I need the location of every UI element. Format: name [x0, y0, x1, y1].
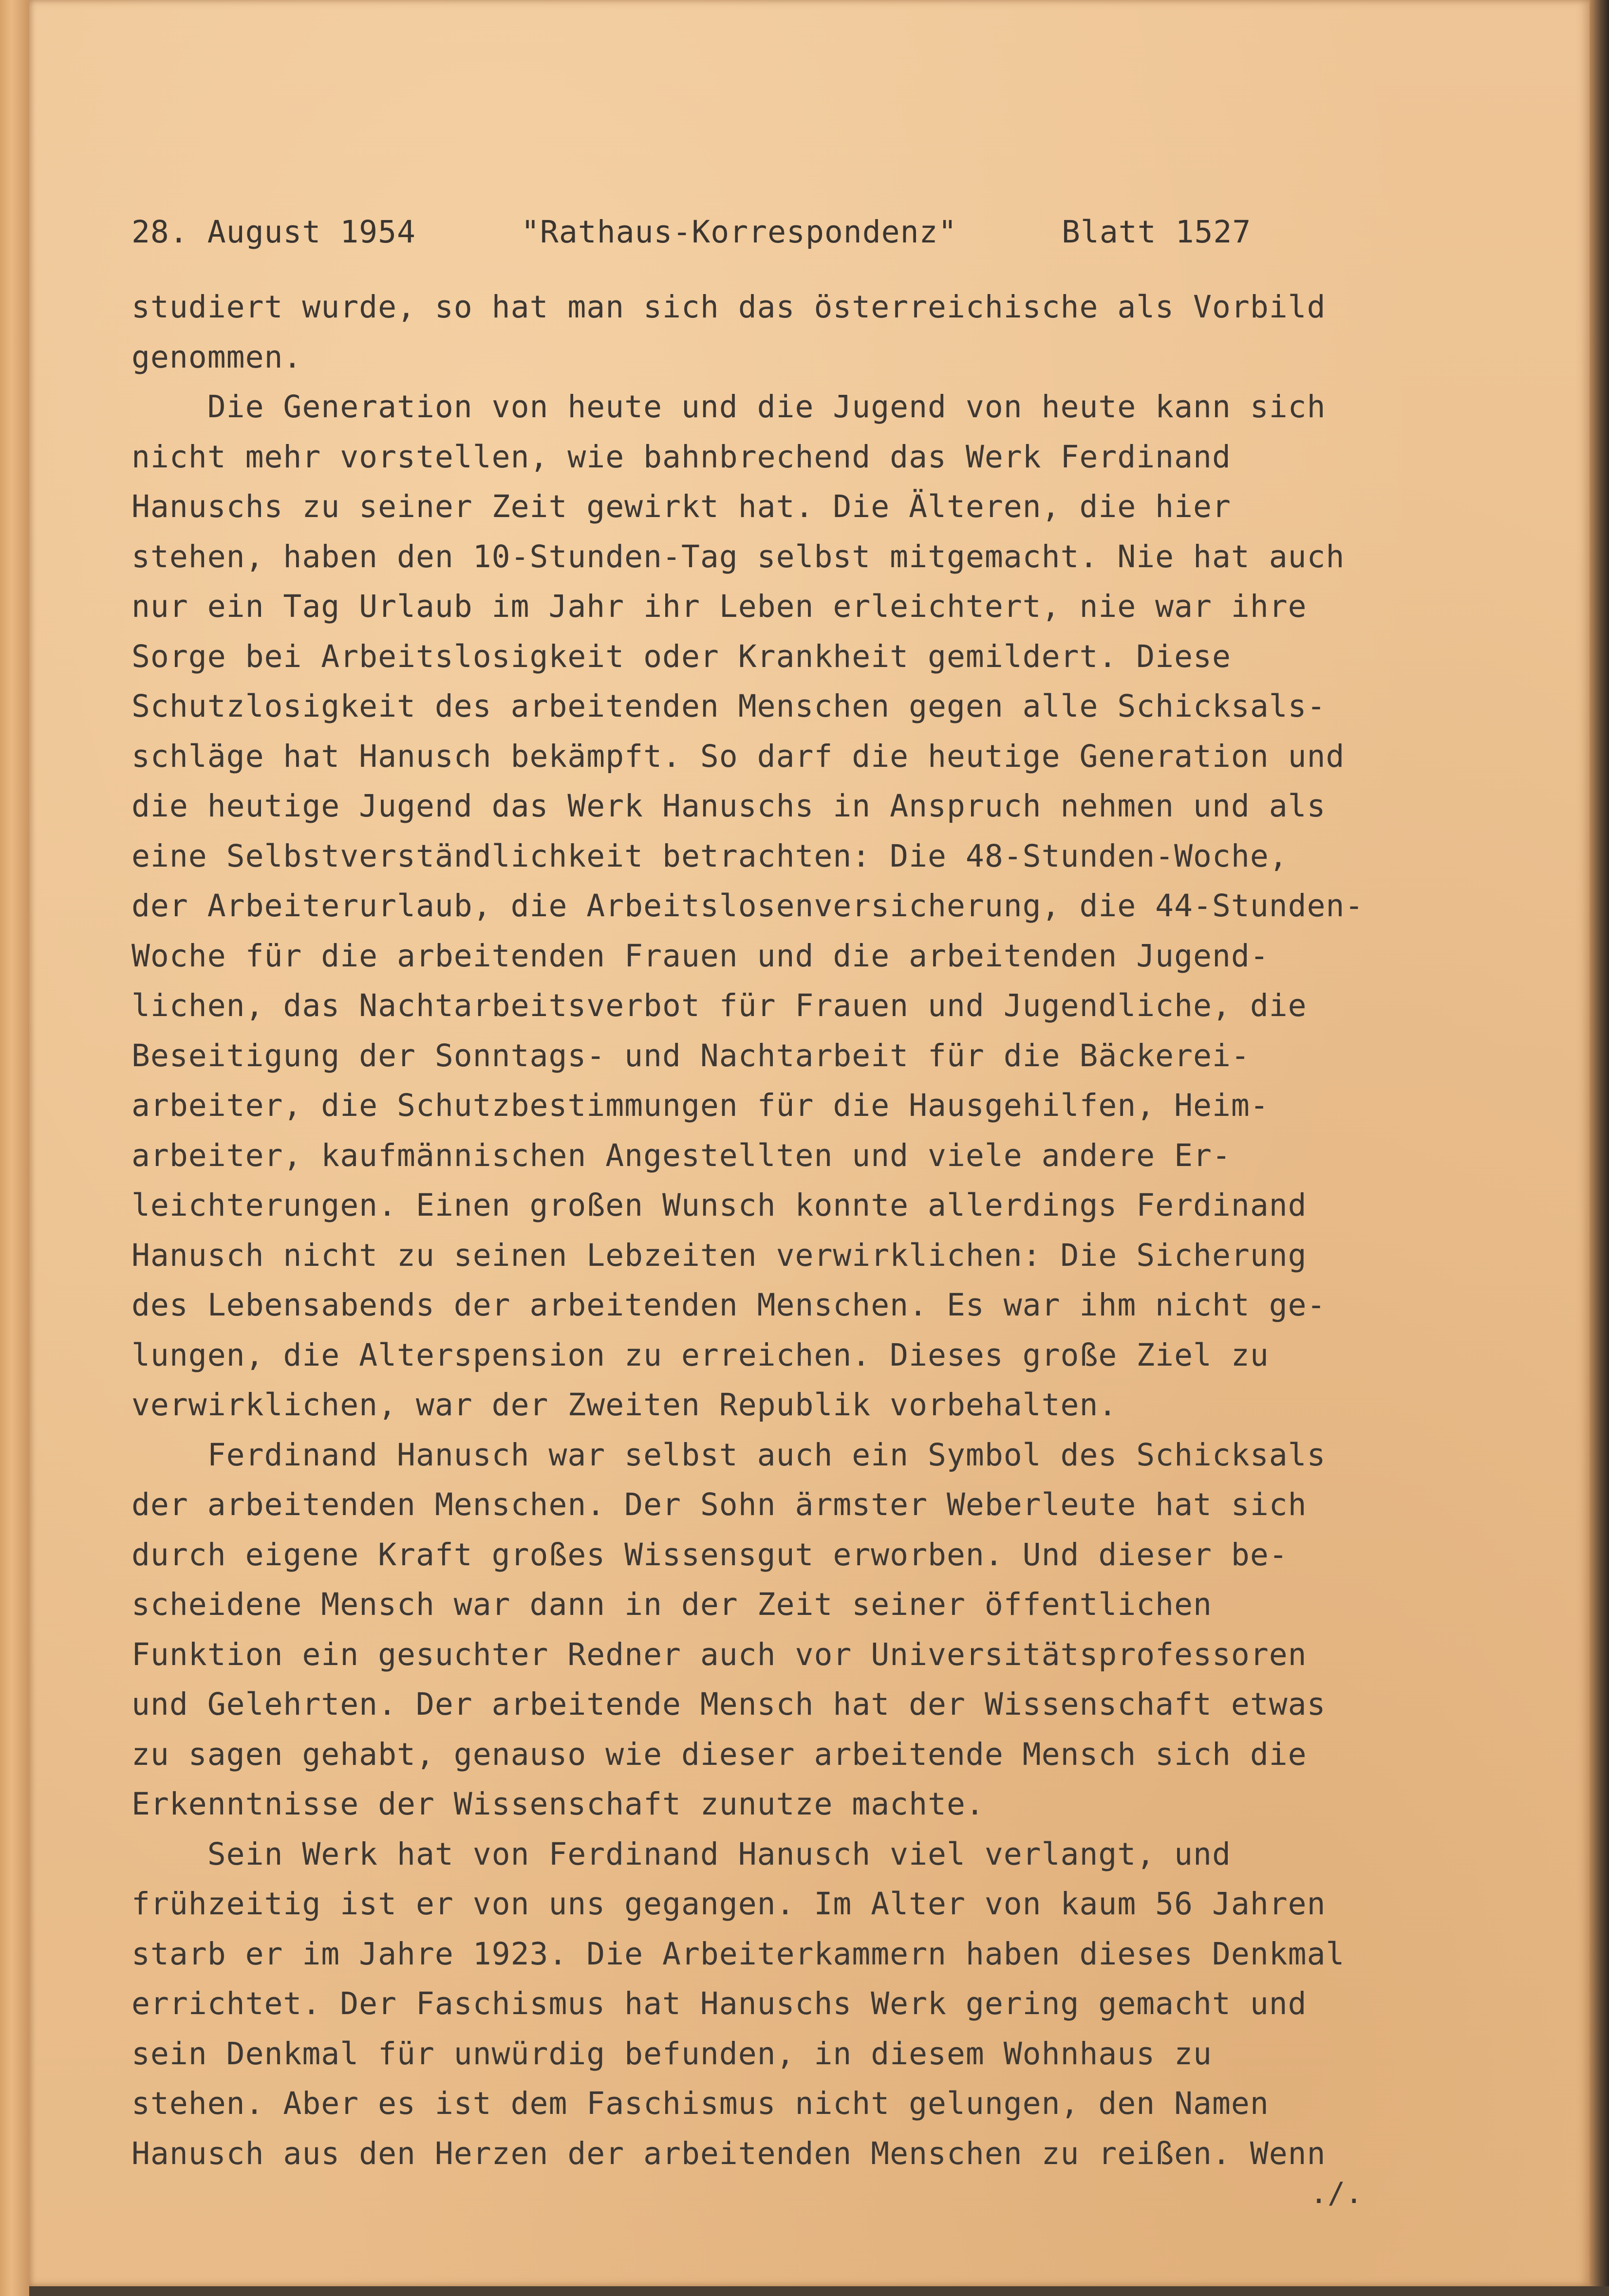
header-sheet-number: Blatt 1527 — [1062, 214, 1252, 250]
page-edge-shadow — [1590, 0, 1609, 2296]
text-line: zu sagen gehabt, genauso wie dieser arbeitende Mensch sich die — [131, 1736, 1307, 1772]
body-text — [131, 282, 1476, 2179]
text-line: studiert wurde, so hat man sich das österreichische als Vorbild — [131, 289, 1326, 325]
text-line: Die Generation von heute und die Jugend von heute kann sich — [131, 389, 1326, 425]
text-line: Erkenntnisse der Wissenschaft zunutze machte. — [131, 1786, 985, 1822]
page-header — [131, 214, 1446, 268]
page-bottom-edge — [29, 2286, 1609, 2296]
continuation-mark: ./. — [1310, 2176, 1363, 2210]
text-line: die heutige Jugend das Werk Hanuschs in Anspruch nehmen und als — [131, 788, 1326, 824]
text-line: arbeiter, die Schutzbestimmungen für die Hausgehilfen, Heim- — [131, 1088, 1269, 1123]
text-line: durch eigene Kraft großes Wissensgut erworben. Und dieser be- — [131, 1537, 1288, 1573]
text-line: frühzeitig ist er von uns gegangen. Im Alter von kaum 56 Jahren — [131, 1886, 1326, 1922]
text-line: Sein Werk hat von Ferdinand Hanusch viel verlangt, und — [131, 1836, 1231, 1872]
text-line: arbeiter, kaufmännischen Angestellten und viele andere Er- — [131, 1137, 1231, 1173]
text-line: Woche für die arbeitenden Frauen und die arbeitenden Jugend- — [131, 938, 1269, 974]
text-line: errichtet. Der Faschismus hat Hanuschs Werk gering gemacht und — [131, 1986, 1307, 2021]
text-line: schläge hat Hanusch bekämpft. So darf die heutige Generation und — [131, 738, 1345, 774]
binding-spine — [0, 0, 29, 2296]
header-date: 28. August 1954 — [131, 214, 416, 250]
header-publication-title: "Rathaus-Korrespondenz" — [521, 214, 957, 250]
text-line: der Arbeiterurlaub, die Arbeitslosenversicherung, die 44-Stunden- — [131, 888, 1364, 924]
text-line: der arbeitenden Menschen. Der Sohn ärmster Weberleute hat sich — [131, 1487, 1307, 1522]
text-line: Beseitigung der Sonntags- und Nachtarbeit für die Bäckerei- — [131, 1037, 1250, 1074]
text-line: stehen. Aber es ist dem Faschismus nicht gelungen, den Namen — [131, 2086, 1269, 2121]
text-line: verwirklichen, war der Zweiten Republik vorbehalten. — [131, 1387, 1118, 1423]
text-line: und Gelehrten. Der arbeitende Mensch hat der Wissenschaft etwas — [131, 1686, 1326, 1722]
text-line: scheidene Mensch war dann in der Zeit seiner öffentlichen — [131, 1587, 1212, 1622]
text-line: des Lebensabends der arbeitenden Menschen. Es war ihm nicht ge- — [131, 1287, 1326, 1323]
text-line: lungen, die Alterspension zu erreichen. Dieses große Ziel zu — [131, 1337, 1269, 1373]
text-line: Schutzlosigkeit des arbeitenden Menschen gegen alle Schicksals- — [131, 688, 1326, 724]
text-line: genommen. — [131, 339, 302, 375]
text-line: leichterungen. Einen großen Wunsch konnte allerdings Ferdinand — [131, 1187, 1307, 1223]
text-line: Hanusch aus den Herzen der arbeitenden Menschen zu reißen. Wenn — [131, 2135, 1326, 2171]
text-line: eine Selbstverständlichkeit betrachten: Die 48-Stunden-Woche, — [131, 838, 1288, 874]
text-line: Sorge bei Arbeitslosigkeit oder Krankheit gemildert. Diese — [131, 638, 1231, 674]
text-line: nicht mehr vorstellen, wie bahnbrechend das Werk Ferdinand — [131, 439, 1231, 475]
text-line: sein Denkmal für unwürdig befunden, in diesem Wohnhaus zu — [131, 2036, 1212, 2072]
text-line: stehen, haben den 10-Stunden-Tag selbst mitgemacht. Nie hat auch — [131, 538, 1345, 574]
text-line: Ferdinand Hanusch war selbst auch ein Symbol des Schicksals — [131, 1437, 1326, 1473]
text-line: Funktion ein gesuchter Redner auch vor Universitätsprofessoren — [131, 1636, 1307, 1672]
text-line: lichen, das Nachtarbeitsverbot für Frauen und Jugendliche, die — [131, 988, 1307, 1023]
text-line: Hanuschs zu seiner Zeit gewirkt hat. Die Älteren, die hier — [131, 489, 1231, 524]
text-line: Hanusch nicht zu seinen Lebzeiten verwirklichen: Die Sicherung — [131, 1237, 1307, 1273]
text-line: nur ein Tag Urlaub im Jahr ihr Leben erleichtert, nie war ihre — [131, 589, 1307, 624]
text-line: starb er im Jahre 1923. Die Arbeiterkammern haben dieses Denkmal — [131, 1936, 1345, 1972]
